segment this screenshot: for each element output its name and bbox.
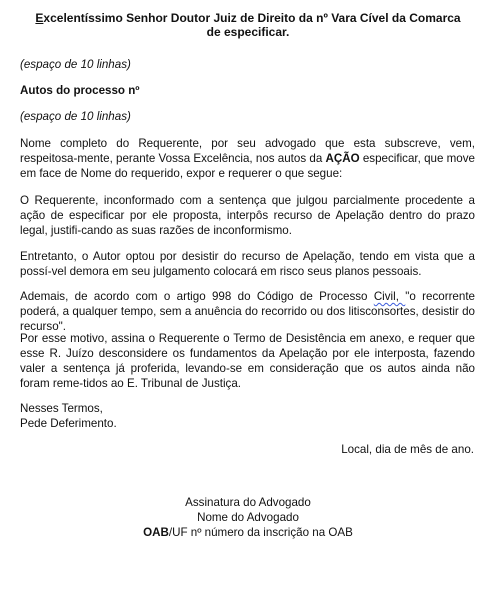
oab-label: OAB xyxy=(143,526,169,539)
signature-line-2: Nome do Advogado xyxy=(197,511,299,524)
signature-line-3 xyxy=(20,525,476,540)
action-keyword: AÇÃO xyxy=(325,152,360,165)
signature-line-1: Assinatura do Advogado xyxy=(185,496,311,509)
place-date: Local, dia de mês de ano. xyxy=(341,443,474,456)
title-line-1 xyxy=(20,11,476,25)
closing-line-2: Pede Deferimento. xyxy=(20,417,117,430)
paragraph-1 xyxy=(20,136,475,181)
spellcheck-word: Civil, xyxy=(373,290,406,303)
process-number-label: Autos do processo nº xyxy=(20,84,140,97)
paragraph-4-end: "o recorrente poderá, a qualquer tempo, sem a anuência do recorrido ou dos litisconsortes, desistir do recurso". xyxy=(20,290,475,333)
oab-number-text: /UF nº número da inscrição na OAB xyxy=(168,526,353,539)
spacing-note-2: (espaço de 10 linhas) xyxy=(20,110,131,123)
closing-line-1: Nesses Termos, xyxy=(20,402,103,415)
paragraph-3: Entretanto, o Autor optou por desistir do recurso de Apelação, tendo em vista que a possí-vel demora em seu julgamento colocará em risco seus planos pessoais. xyxy=(20,250,475,278)
paragraph-5: Por esse motivo, assina o Requerente o Termo de Desistência em anexo, e requer que esse R. Juízo desconsidere os fundamentos da Apelação por ele interposta, fazendo valer a sentença já proferida, levando-se em consideração que os autos ainda não foram reme-tidos ao E. Tribunal de Justiça. xyxy=(20,332,475,390)
title-line-1-text: xcelentíssimo Senhor Doutor Juiz de Direito da nº Vara Cível da Comarca xyxy=(43,11,461,25)
document-title xyxy=(20,11,476,39)
paragraph-1-end: especificar, que move em face de Nome do requerido, expor e requerer o que segue: xyxy=(20,152,475,180)
paragraph-1-start: Nome completo do Requerente, por seu advogado que esta subscreve, vem, respeitosa-mente, perante Vossa Excelência, nos autos da xyxy=(20,137,475,165)
title-initial: E xyxy=(35,11,44,25)
paragraph-4-start: Ademais, de acordo com o artigo 998 do Código de Processo xyxy=(20,290,374,303)
title-line-2: de especificar. xyxy=(206,25,290,39)
spacing-note-1: (espaço de 10 linhas) xyxy=(20,58,131,71)
paragraph-2: O Requerente, inconformado com a sentença que julgou parcialmente procedente a ação de especificar por ele proposta, interpôs recurso de Apelação dentro do prazo legal, justifi-cando as suas razões de inconformismo. xyxy=(20,194,475,237)
paragraph-4 xyxy=(20,289,475,334)
